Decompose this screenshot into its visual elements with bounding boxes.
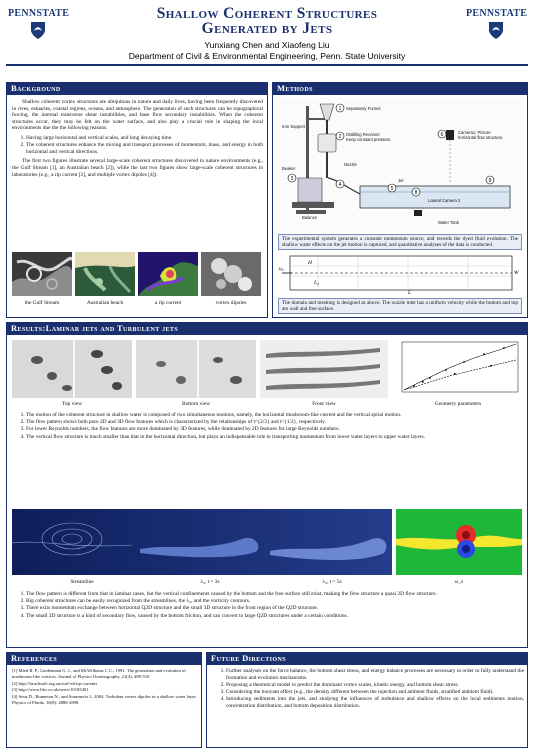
australian-beach-image (75, 252, 135, 296)
future-item: 1. Further analyses on the force balance, the bottom shear stress, and energy balance processes are necessary in order to fully understand the formation and evolution mechanisms. (226, 668, 524, 681)
domain-label: W (514, 270, 519, 276)
view-caption: Bottom view (181, 401, 210, 407)
methods-heading: Methods (272, 82, 528, 95)
diagram-number: 1 (338, 105, 342, 112)
image-caption: a rip current (154, 300, 182, 306)
diagram-number: 8 (414, 189, 418, 196)
vortex-dipoles-image (201, 252, 261, 296)
reference-item: [2] http://beachsafe.org.au/surf-ed/rip-currents (12, 680, 98, 686)
references-list (12, 668, 198, 706)
domain-caption: The domain and meshing is designed as above. The nozzle inlet has a uniform velocity while the bottom and top are wall and free surface. (278, 298, 522, 314)
view-caption: Front view (312, 401, 336, 407)
header-divider (6, 64, 528, 66)
logo-wordmark: PENNSTATE (8, 8, 70, 19)
domain-label: H (308, 260, 312, 266)
domain-label: L (408, 290, 412, 296)
turbulent-caption: λ₂, t = 3s (200, 579, 220, 585)
diagram-label: Water Tank (438, 220, 459, 225)
future-item: 3. Considering the buoyant effect (e.g., the density different between the injection and ambient fluids, stratified ambient fluid). (226, 689, 524, 696)
laminar-findings (12, 412, 522, 441)
diagram-number: 2 (338, 133, 342, 140)
shield-icon (488, 21, 504, 40)
logo-wordmark: PENNSTATE (466, 8, 528, 19)
turbulent-caption: ω_z (454, 579, 464, 585)
diagram-label: Keep constant pressure. (346, 137, 392, 142)
diagram-label: Beaker (282, 166, 296, 171)
laminar-item: 2. The flow pattern shows both pure 2D and 3D flow features which is characterized by the relationships of t^{2/3} and t^{1/2}, respectively. (26, 419, 522, 426)
domain-label: u₀ (279, 266, 284, 272)
diagram-number: 5 (390, 185, 394, 192)
setup-caption: The experimental system generates a constant momentum source, and records the dyed fluid evolution. The shallow water effects on the jet motion is captured, and quantitative analyses of the data is conducted. (278, 234, 522, 250)
geometry-parameters-plot (394, 340, 522, 398)
laminar-list (12, 412, 522, 440)
title-line-1: Shallow Coherent Structures (156, 5, 378, 22)
diagram-number: 9 (488, 177, 492, 184)
image-caption: the Gulf Stream (24, 300, 60, 306)
background-list-item: 1. Having large horizontal and vertical scales, and long decaying time. (26, 135, 263, 142)
reference-item: [3] http://www.bbc.co.uk/news/10105401 (12, 687, 89, 693)
background-list-item: 2. The coherent structures enhance the mixing and transport processes of momentum, mass, and energy in both horizontal and vertical directions. (26, 142, 263, 155)
turbulent-findings (12, 591, 522, 620)
rip-current-image (138, 252, 198, 296)
future-heading: Future Directions (206, 652, 528, 665)
affiliation: Department of Civil & Environmental Engineering, Penn. State University (128, 51, 406, 61)
turbulent-item: 2. Big coherent structures can be easily recognized from the streamlines, the λ₂, and the vorticity contours. (26, 598, 522, 605)
turbulent-caption: Streamline (70, 579, 94, 585)
reference-item: [4] Sous D., Bonneton N., and Sommeria J., 2004. Turbulent vortex dipoles in a shallow water layer. Physics of Fluids, 16(8): 2886-2898. (12, 694, 197, 705)
image-caption: Australian beach (86, 300, 124, 306)
diagram-label: Nozzle (344, 162, 357, 167)
experimental-setup-diagram (278, 98, 522, 232)
background-text (12, 99, 263, 178)
image-caption: vortex dipoles (215, 300, 247, 306)
view-caption: Geometry parameters (434, 401, 482, 407)
pennstate-logo-left (8, 6, 68, 44)
background-list (12, 135, 263, 155)
background-para-1: Shallow coherent vortex structures are ubiquitous in nature and daily lives, having been frequently discovered in rives, estuaries, coastal regions, oceans, and atmosphere. The generation of such structures can be topographical forcing, the internal transverse shear instabilities, and base flow secondary instabilities. When the coherent structures occur, they may be felt on the water surface, and also play a crucial role in shaping the local environments due the the following reasons. (12, 99, 263, 132)
vorticity-contour (396, 509, 522, 575)
diagram-number: 6 (440, 131, 444, 138)
view-caption: Top view (61, 401, 83, 407)
gulf-stream-image (12, 252, 72, 296)
turbulent-item: 4. The small 3D structure is a kind of secondary flow, caused by the bottom friction, and can convert to large Q2D structures under a certain conditions. (26, 613, 522, 620)
turbulent-visualization (12, 509, 392, 575)
laminar-item: 4. The vertical flow structure is much smaller than that in the horizontal direction, but plays an indispensable role in transporting momentum from lower water layers to upper water layers. (26, 434, 522, 441)
front-view-image (260, 340, 388, 398)
future-list-wrap (212, 668, 524, 710)
diagram-label: Camera1: Picture (458, 130, 491, 135)
diagram-label: Separatory Funnel (346, 106, 381, 111)
turbulent-item: 1. The flow pattern is different from that in laminar cases, but the vertical confinements caused by the bottom and the free surface still exist, making the flow structure a quasi 2D flow structure. (26, 591, 522, 598)
diagram-label: Lateral Camera 2 (428, 198, 461, 203)
domain-label: L₀ (314, 280, 319, 286)
pennstate-logo-right (466, 6, 526, 44)
turbulent-list (12, 591, 522, 619)
domain-mesh-diagram (278, 252, 522, 296)
title-line-2: Generated by Jets (201, 20, 333, 37)
top-view-image (12, 340, 132, 398)
diagram-label: Iron Support (282, 124, 306, 129)
laminar-item: 3. For lower Reynolds numbers, the flow features are more dominated by 3D features, while dominated by 2D features for large Reynolds numbers. (26, 426, 522, 433)
diagram-label: Distilling Receiver: (346, 132, 381, 137)
future-list (212, 668, 524, 709)
bottom-view-image (136, 340, 256, 398)
background-heading: Background (6, 82, 268, 95)
turbulent-caption: λ₂, t = 5s (322, 579, 342, 585)
laminar-item: 1. The motion of the coherent structure in shallow water is composed of two simultaneous motions, namely, the horizontal mushroom-like current and the vertical spiral motion. (26, 412, 522, 419)
author-block (96, 40, 438, 62)
future-item: 2. Proposing a theoretical model to predict the dominant vortex scales, kinetic energy, and bottom shear stress. (226, 682, 524, 689)
future-item: 4. Introducing sediments into the jets, and studying the influences of turbulence and shallow effects on the local sediments motion, concentration distribution, and bottom deposition distribution. (226, 696, 524, 709)
shield-icon (30, 21, 46, 40)
diagram-label: Jet (398, 178, 404, 183)
background-para-2: The first two figures illustrate several large-scale coherent structures discovered in nature environments (e.g., the Gulf Stream [1], an Australian beach [2]), while the last two figures show large-scale coherent structures in laboratories (e.g., a rip current [3], and multiple vortex dipoles [4]). (12, 158, 263, 178)
authors: Yunxiang Chen and Xiaofeng Liu (204, 40, 330, 50)
reference-item: [1] Mied R. P., Lindemann G. J., and McWilliams J. C., 1991. The generation and evolution of mushroom-like vortices. Journal of Physics Oceanography, 21(4): 489-510 (12, 668, 186, 679)
diagram-label: Balance (302, 215, 318, 220)
turbulent-item: 3. There exits momentum exchange between horizontal Q2D structure and the small 3D structure in the front region of the Q2D structure. (26, 605, 522, 612)
references-heading: References (6, 652, 202, 665)
poster-title (96, 6, 438, 36)
diagram-number: 3 (290, 175, 294, 182)
diagram-label: horizontal flow structure. (458, 135, 504, 140)
diagram-number: 4 (338, 181, 342, 188)
results-heading: Results:Laminar jets and Turbulent jets (6, 322, 528, 335)
